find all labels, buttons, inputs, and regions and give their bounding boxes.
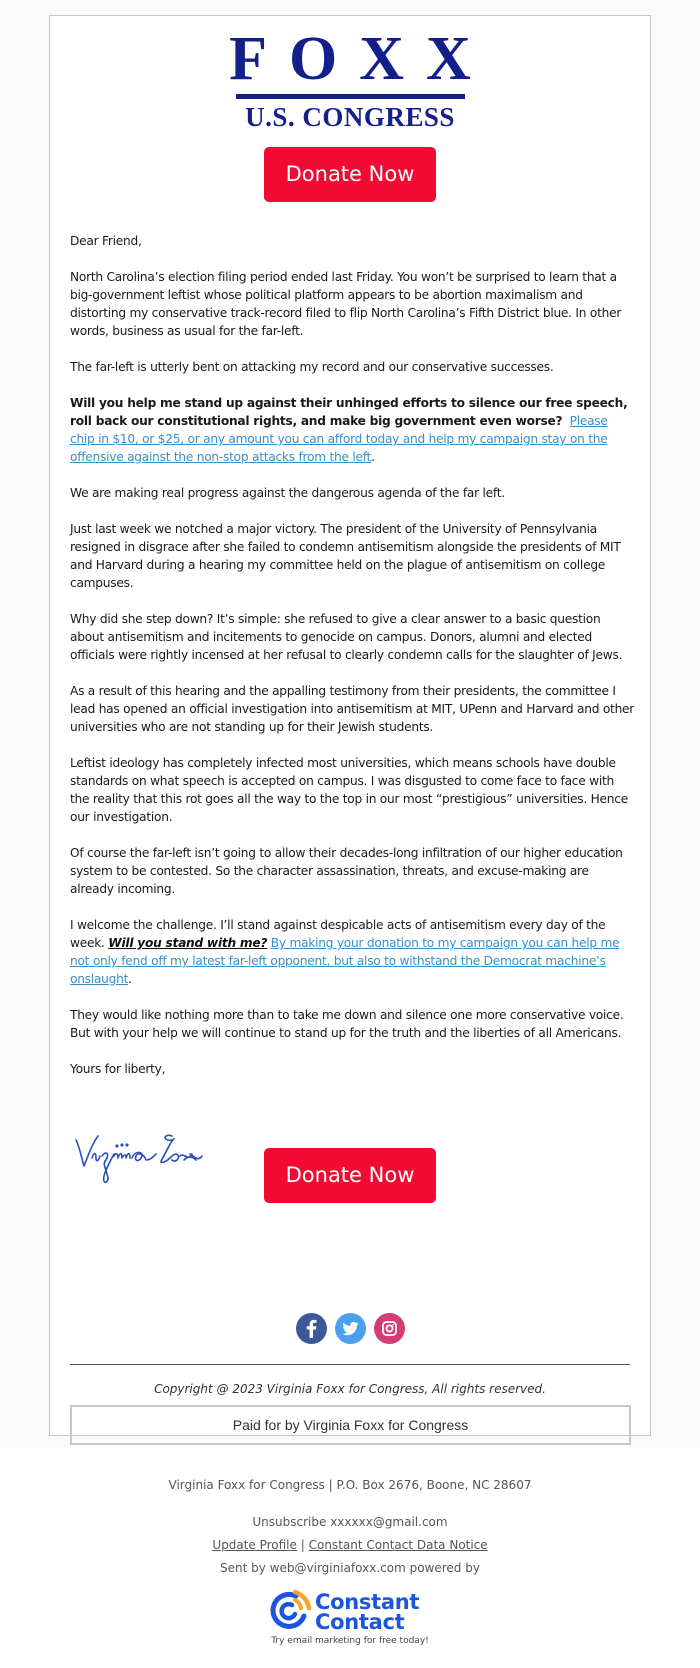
twitter-icon[interactable]	[335, 1313, 366, 1344]
paragraph-1: North Carolina’s election filing period ended last Friday. You won’t be surprised to learn that a big-government leftist whose political platform appears to be abortion maximalism and distorting my conservative track-record filed to flip North Carolina’s Fifth District blue. In other words, business as usual for the far-left.	[70, 270, 622, 338]
logo-subtitle: U.S. CONGRESS	[245, 102, 455, 132]
paragraph-6: Why did she step down? It’s simple: she refused to give a clear answer to a basic question about antisemitism and incitements to genocide on campus. Donors, alumni and elected officials were rightly incensed at her refusal to clearly condemn calls for the slaughter of Jews.	[70, 612, 623, 662]
appeal-bold-text: Will you help me stand up against their unhinged efforts to silence our free speech, roll back our constitutional rights, and make big government even worse?	[70, 396, 628, 428]
paragraph-2: The far-left is utterly bent on attacking my record and our conservative successes.	[70, 360, 554, 374]
paragraph-4: We are making real progress against the dangerous agenda of the far left.	[70, 486, 505, 500]
donate-now-button-bottom[interactable]: Donate Now	[264, 1148, 436, 1203]
donate-now-button-top[interactable]: Donate Now	[264, 147, 436, 202]
email-card	[49, 15, 651, 1436]
signature-image	[72, 1126, 232, 1196]
chip-in-link[interactable]: Please chip in $10, or $25, or any amount you can afford today and help my campaign stay on the offensive against the non-stop attacks from the left	[70, 414, 608, 464]
link-separator: |	[300, 1538, 305, 1552]
facebook-icon[interactable]	[296, 1313, 327, 1344]
profile-links	[0, 1534, 700, 1557]
paragraph-3	[70, 394, 635, 466]
paragraph-5: Just last week we notched a major victory. The president of the University of Pennsylvania resigned in disgrace after she failed to condemn antisemitism alongside the presidents of MIT and Harvard during a hearing my committee held on the plague of antisemitism on college campuses.	[70, 522, 621, 590]
paragraph-7: As a result of this hearing and the appalling testimony from their presidents, the committee I lead has opened an official investigation into antisemitism at MIT, UPenn and Harvard and other universities who are not standing up for their Jewish students.	[70, 684, 635, 734]
unsubscribe-link[interactable]: Unsubscribe	[252, 1515, 327, 1529]
donation-link[interactable]: By making your donation to my campaign you can help me not only fend off my latest far-left opponent, but also to withstand the Democrat machine’s onslaught	[70, 936, 620, 986]
stand-with-me-question: Will you stand with me?	[108, 936, 268, 950]
challenge-text: I welcome the challenge. I’ll stand against despicable acts of antisemitism every day of the week.	[70, 918, 606, 950]
social-links	[50, 1313, 650, 1344]
letter-body	[70, 232, 635, 1096]
data-notice-link[interactable]: Constant Contact Data Notice	[308, 1538, 488, 1552]
copyright-text: Copyright @ 2023 Virginia Foxx for Congress, All rights reserved.	[154, 1382, 546, 1396]
constant-contact-icon	[267, 1588, 313, 1634]
logo-name: FOXX	[229, 25, 493, 93]
foxx-congress-logo	[50, 25, 650, 132]
greeting: Dear Friend,	[70, 234, 142, 248]
brand-tagline: Try email marketing for free today!	[271, 1636, 429, 1646]
constant-contact-wordmark	[315, 1592, 419, 1632]
period: .	[371, 450, 375, 464]
sent-by-text: Sent by web@virginiafoxx.com powered by	[220, 1561, 480, 1575]
constant-contact-logo[interactable]	[265, 1592, 435, 1652]
sender-address: Virginia Foxx for Congress | P.O. Box 2676, Boone, NC 28607	[168, 1478, 532, 1492]
paid-for-disclaimer: Paid for by Virginia Foxx for Congress	[70, 1405, 631, 1445]
paragraph-10	[70, 916, 635, 988]
logo-divider	[236, 94, 465, 99]
update-profile-link[interactable]: Update Profile	[212, 1538, 297, 1552]
closing: Yours for liberty,	[70, 1062, 166, 1076]
paragraph-9: Of course the far-left isn’t going to allow their decades-long infiltration of our higher education system to be contested. So the character assassination, threats, and excuse-making are already incoming.	[70, 846, 623, 896]
period: .	[128, 972, 132, 986]
unsubscribe-line	[0, 1511, 700, 1534]
footer-divider	[70, 1364, 630, 1365]
paragraph-11: They would like nothing more than to take me down and silence one more conservative voice. But with your help we will continue to stand up for the truth and the liberties of all Americans.	[70, 1008, 624, 1040]
paragraph-8: Leftist ideology has completely infected most universities, which means schools have double standards on what speech is accepted on campus. I was disgusted to come face to face with the reality that this rot goes all the way to the top in our most “prestigious” universities. Hence our investigation.	[70, 756, 628, 824]
email-footer	[0, 1448, 700, 1668]
brand-line-1: Constant	[315, 1590, 420, 1614]
instagram-icon[interactable]	[374, 1313, 405, 1344]
recipient-email: xxxxxx@gmail.com	[330, 1515, 448, 1529]
brand-line-2: Contact	[315, 1610, 405, 1634]
